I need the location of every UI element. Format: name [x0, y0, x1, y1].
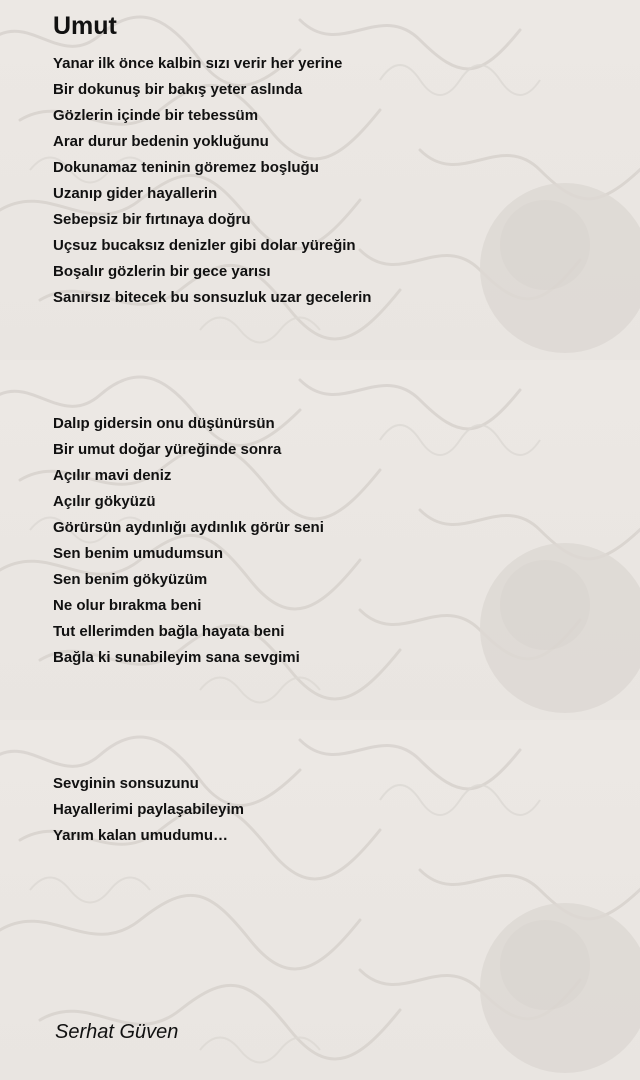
- poem-line: Gözlerin içinde bir tebessüm: [53, 107, 259, 124]
- poem-line: Açılır gökyüzü: [53, 493, 156, 510]
- poem-line: Görürsün aydınlığı aydınlık görür seni: [53, 519, 324, 536]
- poem-line: Uzanıp gider hayallerin: [53, 185, 218, 202]
- poem-stanza-1: [53, 51, 371, 311]
- poem-line: Sen benim umudumsun: [53, 545, 224, 562]
- poem-line: Dokunamaz teninin göremez boşluğu: [53, 159, 319, 176]
- poem-line: Boşalır gözlerin bir gece yarısı: [53, 263, 271, 280]
- poem-line: Dalıp gidersin onu düşünürsün: [53, 415, 275, 432]
- poem-line: Uçsuz bucaksız denizler gibi dolar yüreğin: [53, 237, 356, 254]
- poem-title: Umut: [53, 12, 117, 40]
- poem-line: Sen benim gökyüzüm: [53, 571, 208, 588]
- poem-line: Bağla ki sunabileyim sana sevgimi: [53, 649, 300, 666]
- poem-author: Serhat Güven: [55, 1021, 179, 1043]
- poem-line: Açılır mavi deniz: [53, 467, 172, 484]
- poem-line: Ne olur bırakma beni: [53, 597, 202, 614]
- poem-line: Bir umut doğar yüreğinde sonra: [53, 441, 282, 458]
- poem-line: Hayallerimi paylaşabileyim: [53, 801, 244, 818]
- poem-line: Yarım kalan umudumu…: [53, 827, 229, 844]
- poem-line: Tut ellerimden bağla hayata beni: [53, 623, 285, 640]
- poem-line: Sanırsız bitecek bu sonsuzluk uzar gecelerin: [53, 289, 372, 306]
- poem-line: Arar durur bedenin yokluğunu: [53, 133, 269, 150]
- poem-line: Sevginin sonsuzunu: [53, 775, 199, 792]
- poem-line: Bir dokunuş bir bakış yeter aslında: [53, 81, 303, 98]
- poem-stanza-3: [53, 771, 244, 849]
- poem-line: Yanar ilk önce kalbin sızı verir her yerine: [53, 55, 343, 72]
- poem-stanza-2: [53, 411, 324, 671]
- poem-line: Sebepsiz bir fırtınaya doğru: [53, 211, 251, 228]
